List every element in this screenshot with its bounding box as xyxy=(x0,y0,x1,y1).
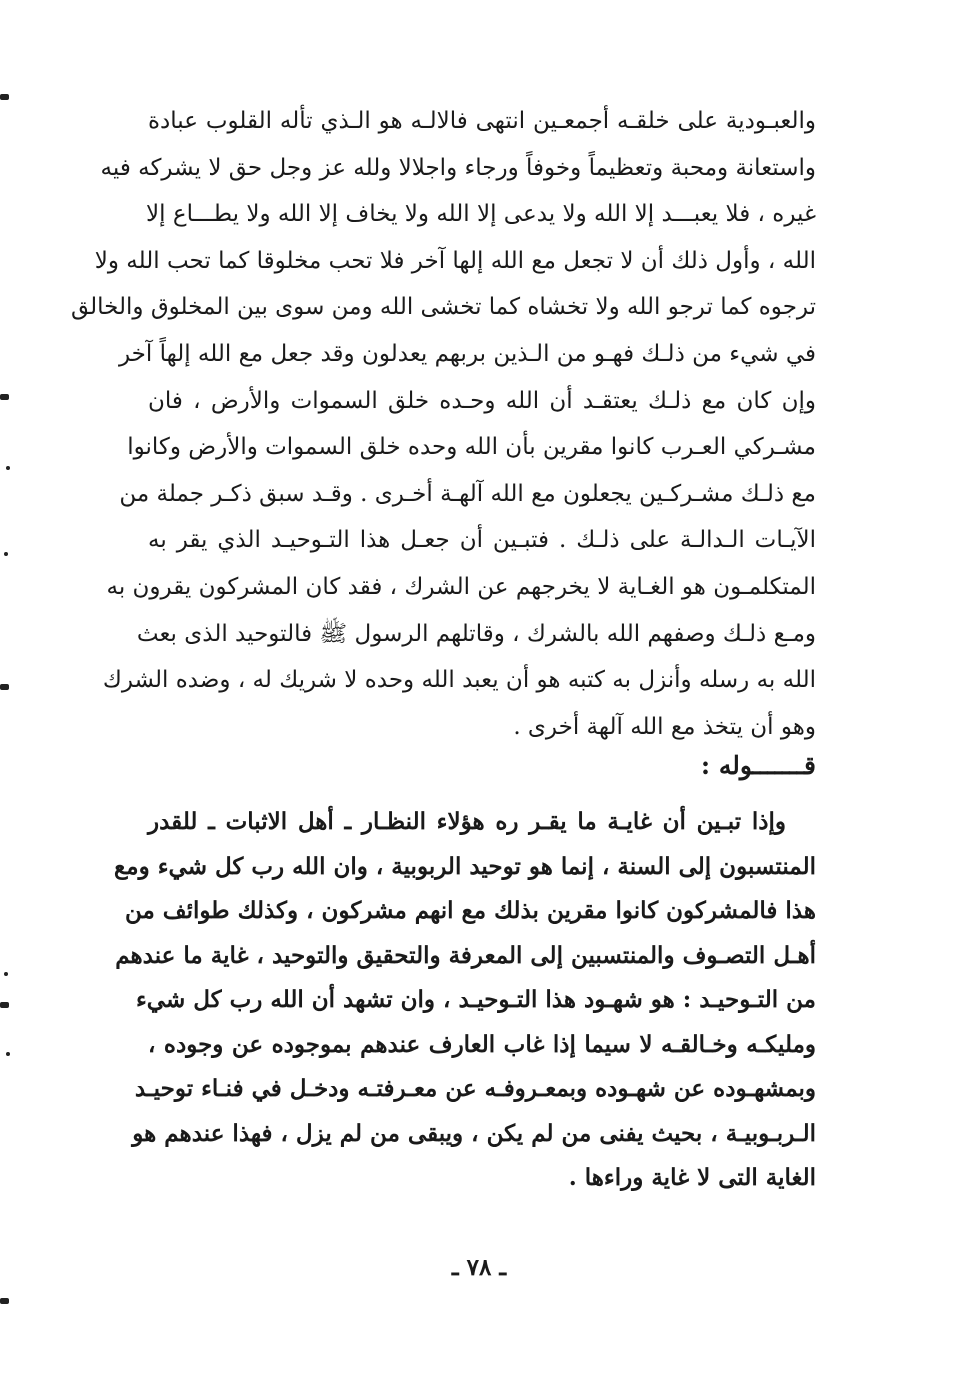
scan-edge-mark xyxy=(6,1052,10,1056)
text-line: وإن كان مع ذلـك يعتقـد أن الله وحـده خلق السموات والأرض ، فان xyxy=(148,387,816,414)
scan-edge-mark xyxy=(0,394,9,400)
scan-edge-mark xyxy=(4,552,8,556)
scan-edge-mark xyxy=(0,1002,9,1008)
text-line: ومليكـه وخـالقـه لا سيما إذا غاب العارف عندهم بموجوده عن وجوده ، xyxy=(148,1030,816,1058)
scan-edge-mark xyxy=(4,972,8,976)
text-line: ترجوه كما ترجو الله ولا تخشاه كما تخشى الله ومن سوى بين المخلوق والخالق xyxy=(70,294,816,321)
text-line: أهـل التصـوف والمنتسبين إلى المعرفة والتحقيق والتوحيد ، غاية ما عندهم xyxy=(115,941,816,969)
text-line: وهو أن يتخذ مع الله آلهة أخرى . xyxy=(513,713,816,740)
text-line: والعبـودية على خلقـه أجمعـين انتهى فالالـه هو الـذي تأله القلوب عبادة xyxy=(148,108,816,134)
text-line: من التـوحيـد : هو شهـود هذا التـوحيـد ، وان تشهد أن الله رب كل شيء xyxy=(135,986,816,1013)
text-line: واستعانة ومحبة وتعظيماً وخوفاً ورجاء واجلالا ولله عز وجل حق لا يشركه فيه xyxy=(100,154,816,181)
paragraph-1 xyxy=(70,98,816,750)
text-line: مع ذلـك مشـركـين يجعلون مع الله آلهـة أخـرى . وقـد سبق ذكـر جملة من xyxy=(119,480,816,507)
text-line: الغاية التى لا غاية وراءها . xyxy=(568,1164,816,1191)
scan-edge-mark xyxy=(0,94,9,100)
text-line: غيره ، فلا يعبـــد إلا الله ولا يدعى إلا الله ولا يخاف إلا الله ولا يطـــاع إلا xyxy=(146,201,816,228)
section-heading: قـــــــوله : xyxy=(700,751,816,780)
page-number: ـ ٧٨ ـ xyxy=(451,1254,507,1281)
text-line: ومـع ذلـك وصفهم الله بالشرك ، وقاتلهم الرسول ﷺ فالتوحيد الذى بعث xyxy=(136,620,816,647)
text-line: الله ، وأول ذلك أن لا تجعل مع الله إلها آخر فلا تحب مخلوقا كما تحب الله ولا xyxy=(94,247,816,274)
text-line: وبمشهـوده عن شهـوده وبمعـروفـه عن معـرفتـه ودخـل في فنـاء توحيـد xyxy=(134,1075,816,1102)
scan-edge-mark xyxy=(0,684,9,690)
text-line: الآيـات الـدالـة على ذلـك . فتبـين أن جعـل هذا التـوحيـد الذي يقر به xyxy=(148,527,816,554)
scan-edge-mark xyxy=(0,1298,9,1304)
text-line: في شيء من ذلـك فهـو من الـذين بربهم يعدلون وقد جعل مع الله إلهاً آخر xyxy=(118,340,816,367)
text-line: وإذا تبـين أن غايـة ما يقـر ره هؤلاء النظـار ـ أهل الاثبات ـ للقدر xyxy=(148,808,786,835)
paragraph-2 xyxy=(114,800,816,1201)
scan-edge-mark xyxy=(6,466,10,470)
text-line: مشـركي العـرب كانوا مقرين بأن الله وحده خلق السموات والأرض وكانوا xyxy=(127,434,816,461)
text-line: المنتسبون إلى السنة ، إنما هو توحيد الربوبية ، وان الله رب كل شيء ومع xyxy=(114,852,816,880)
text-line: الـربـوبيـة ، بحيث يفنى من لم يكن ، ويبقى من لم يزل ، فهذا عندهم هو xyxy=(132,1119,816,1147)
text-line: هذا فالمشركون كانوا مقرين بذلك مع انهم مشركون ، وكذلك طوائف من xyxy=(124,897,816,924)
text-line: الله به رسله وأنزل به كتبه هو أن يعبد الله وحده لا شريك له ، وضده الشرك xyxy=(102,667,816,694)
text-line: المتكلمـون هو الغـاية لا يخرجهم عن الشرك ، فقد كان المشركون يقرون به xyxy=(106,573,816,600)
